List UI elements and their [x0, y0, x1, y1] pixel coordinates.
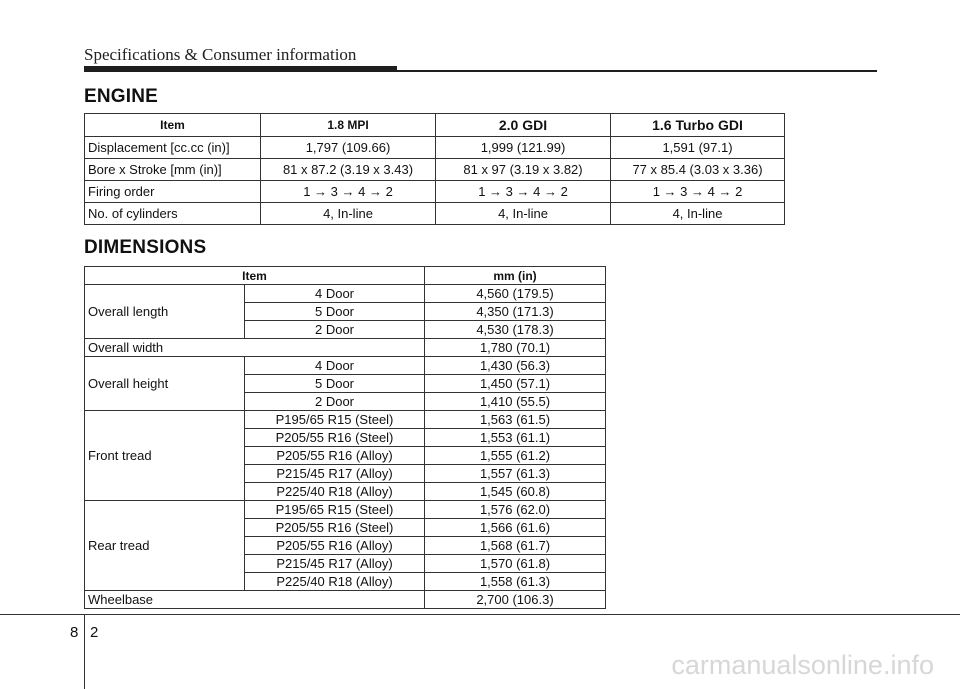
table-cell: 4,350 (171.3)	[425, 303, 606, 321]
table-cell: 1,555 (61.2)	[425, 447, 606, 465]
table-cell: 1 → 3 → 4 → 2	[261, 181, 436, 203]
footer-rule	[0, 614, 960, 615]
table-cell: 5 Door	[245, 303, 425, 321]
table-row	[85, 181, 785, 203]
table-row	[85, 411, 606, 429]
table-cell: 4,530 (178.3)	[425, 321, 606, 339]
header-bar-thick	[84, 66, 397, 72]
table-row	[85, 501, 606, 519]
table-cell: 1,410 (55.5)	[425, 393, 606, 411]
row-label: Bore x Stroke [mm (in)]	[85, 159, 261, 181]
table-cell: P195/65 R15 (Steel)	[245, 411, 425, 429]
table-cell: P205/55 R16 (Alloy)	[245, 537, 425, 555]
table-cell: P205/55 R16 (Steel)	[245, 519, 425, 537]
table-row	[85, 357, 606, 375]
table-cell: 1,566 (61.6)	[425, 519, 606, 537]
row-label: Overall width	[85, 339, 425, 357]
table-cell: P225/40 R18 (Alloy)	[245, 483, 425, 501]
column-header: mm (in)	[425, 267, 606, 285]
column-header: 1.8 MPI	[261, 114, 436, 137]
column-header: 1.6 Turbo GDI	[611, 114, 785, 137]
table-cell: 1,558 (61.3)	[425, 573, 606, 591]
table-cell: 1,780 (70.1)	[425, 339, 606, 357]
row-label: Overall length	[85, 285, 245, 339]
table-header-row	[85, 267, 606, 285]
watermark: carmanualsonline.info	[671, 650, 934, 680]
table-cell: 5 Door	[245, 375, 425, 393]
table-cell: P225/40 R18 (Alloy)	[245, 573, 425, 591]
column-header: Item	[85, 114, 261, 137]
table-row	[85, 339, 606, 357]
table-row	[85, 591, 606, 609]
table-cell: 81 x 87.2 (3.19 x 3.43)	[261, 159, 436, 181]
table-cell: 1,553 (61.1)	[425, 429, 606, 447]
table-row	[85, 159, 785, 181]
table-row	[85, 285, 606, 303]
table-cell: P205/55 R16 (Alloy)	[245, 447, 425, 465]
table-cell: 1,557 (61.3)	[425, 465, 606, 483]
engine-section-title: ENGINE	[84, 86, 159, 107]
table-cell: 1,576 (62.0)	[425, 501, 606, 519]
table-cell: 1 → 3 → 4 → 2	[436, 181, 611, 203]
table-cell: 1,563 (61.5)	[425, 411, 606, 429]
table-cell: 1,545 (60.8)	[425, 483, 606, 501]
table-row	[85, 137, 785, 159]
table-cell: 81 x 97 (3.19 x 3.82)	[436, 159, 611, 181]
row-label: Firing order	[85, 181, 261, 203]
table-cell: 4 Door	[245, 285, 425, 303]
row-label: Front tread	[85, 411, 245, 501]
table-cell: 1,430 (56.3)	[425, 357, 606, 375]
table-cell: 2,700 (106.3)	[425, 591, 606, 609]
row-label: No. of cylinders	[85, 203, 261, 225]
dimensions-section-title: DIMENSIONS	[84, 237, 207, 258]
table-cell: 4, In-line	[611, 203, 785, 225]
table-cell: 1,570 (61.8)	[425, 555, 606, 573]
table-cell: 1,797 (109.66)	[261, 137, 436, 159]
row-label: Wheelbase	[85, 591, 425, 609]
column-header: Item	[85, 267, 425, 285]
table-cell: P195/65 R15 (Steel)	[245, 501, 425, 519]
table-cell: P215/45 R17 (Alloy)	[245, 555, 425, 573]
table-header-row	[85, 114, 785, 137]
table-cell: 2 Door	[245, 393, 425, 411]
dimensions-spec-table	[84, 266, 606, 609]
table-cell: P205/55 R16 (Steel)	[245, 429, 425, 447]
table-cell: 4,560 (179.5)	[425, 285, 606, 303]
table-cell: 2 Door	[245, 321, 425, 339]
table-cell: 1,450 (57.1)	[425, 375, 606, 393]
table-cell: 4, In-line	[261, 203, 436, 225]
page-chapter-number: 8	[70, 624, 79, 641]
table-cell: 1,568 (61.7)	[425, 537, 606, 555]
engine-spec-table	[84, 113, 785, 225]
page-number: 2	[90, 624, 99, 641]
table-cell: 4 Door	[245, 357, 425, 375]
row-label: Overall height	[85, 357, 245, 411]
table-cell: P215/45 R17 (Alloy)	[245, 465, 425, 483]
table-cell: 1,999 (121.99)	[436, 137, 611, 159]
row-label: Rear tread	[85, 501, 245, 591]
column-header: 2.0 GDI	[436, 114, 611, 137]
row-label: Displacement [cc.cc (in)]	[85, 137, 261, 159]
footer-divider	[84, 614, 85, 689]
page-header-title: Specifications & Consumer information	[84, 45, 357, 64]
table-cell: 4, In-line	[436, 203, 611, 225]
table-cell: 77 x 85.4 (3.03 x 3.36)	[611, 159, 785, 181]
table-row	[85, 203, 785, 225]
table-cell: 1 → 3 → 4 → 2	[611, 181, 785, 203]
header-bar-thin	[397, 70, 877, 72]
table-cell: 1,591 (97.1)	[611, 137, 785, 159]
